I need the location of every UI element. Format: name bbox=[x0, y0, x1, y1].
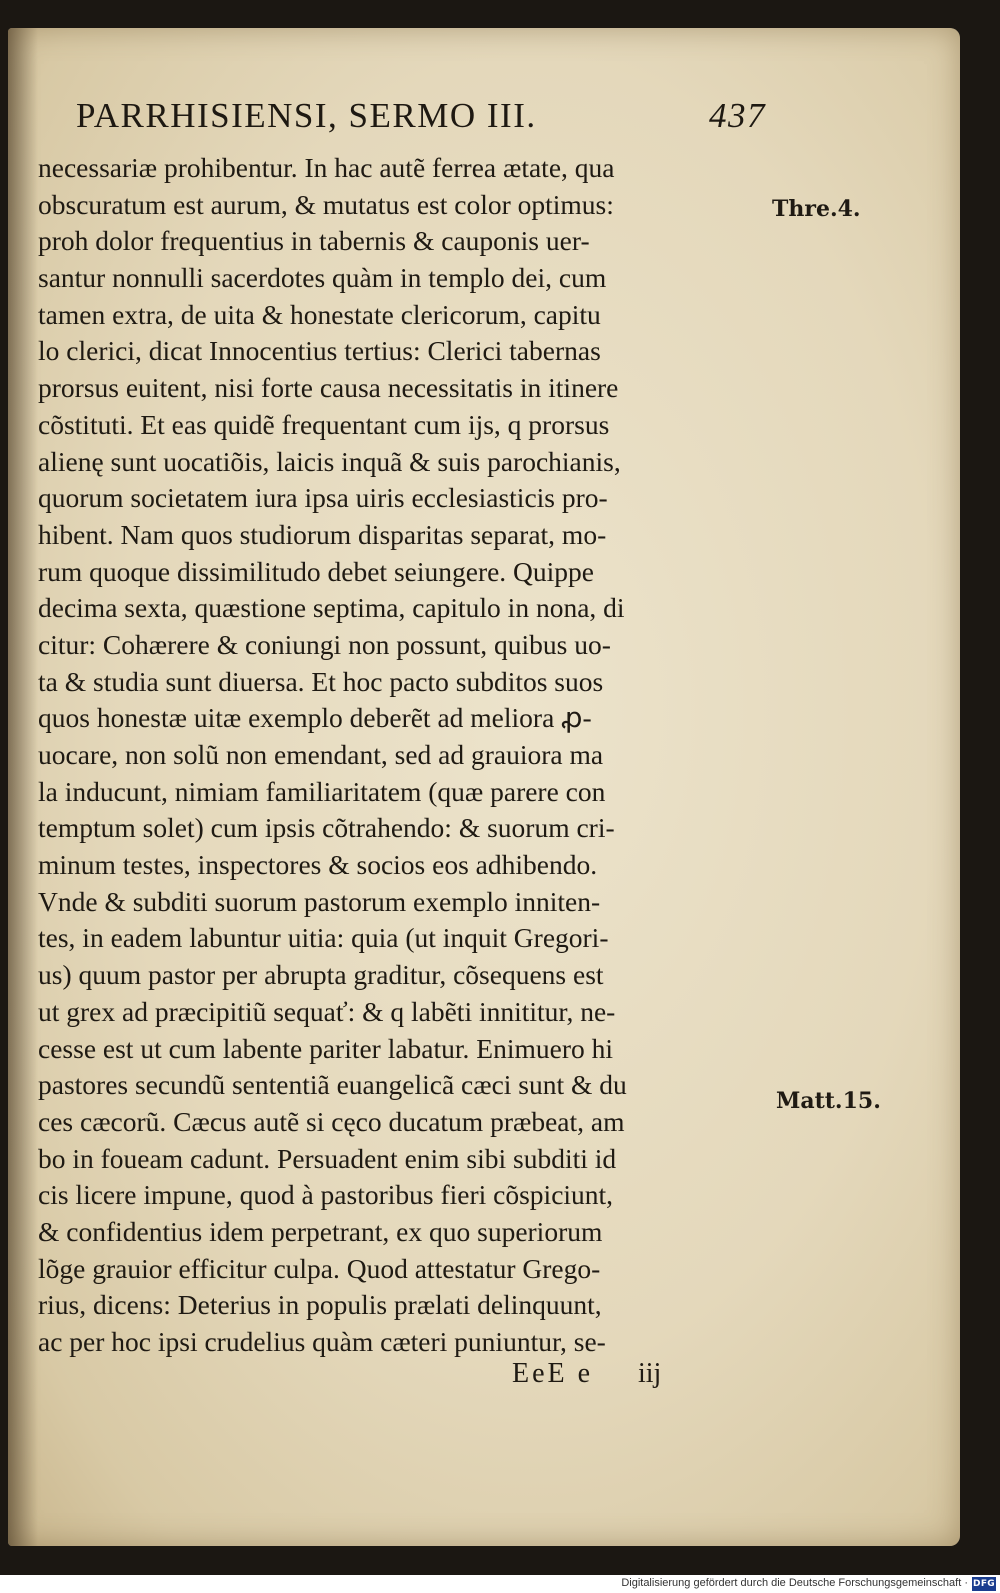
text-line: la inducunt, nimiam familiaritatem (quæ parere con bbox=[38, 775, 606, 807]
text-line: proh dolor frequentius in tabernis & cauponis uer- bbox=[38, 225, 590, 257]
text-line: cõstituti. Et eas quidẽ frequentant cum ijs, q prorsus bbox=[38, 408, 610, 440]
text-line: minum testes, inspectores & socios eos adhibendo. bbox=[38, 849, 598, 881]
text-line: ut grex ad præcipitiũ sequať: & q labẽti innititur, ne- bbox=[38, 995, 616, 1027]
text-line: temptum solet) cum ipsis cõtrahendo: & suorum cri- bbox=[38, 812, 615, 844]
text-line: lo clerici, dicat Innocentius tertius: Clerici tabernas bbox=[38, 335, 601, 367]
text-line: uocare, non solũ non emendant, sed ad grauiora ma bbox=[38, 739, 604, 770]
text-line: ces cæcorũ. Cæcus autẽ si cęco ducatum præbeat, am bbox=[38, 1105, 625, 1137]
text-line: obscuratum est aurum, & mutatus est color optimus: bbox=[38, 188, 614, 220]
signature-letters: EeE e bbox=[512, 1358, 594, 1389]
text-line: santur nonnulli sacerdotes quàm in templo dei, cum bbox=[38, 262, 607, 294]
dfg-logo: DFG bbox=[973, 1579, 995, 1589]
running-head-title: PARRHISIENSI, SERMO III. bbox=[76, 96, 537, 135]
text-line: rum quoque dissimilitudo debet seiungere. Quippe bbox=[38, 555, 595, 587]
text-line: us) quum pastor per abrupta graditur, cõsequens est bbox=[38, 959, 604, 991]
text-line: citur: Cohærere & coniungi non possunt, quibus uo- bbox=[38, 628, 611, 660]
text-line: bo in foueam cadunt. Persuadent enim sibi subditi id bbox=[38, 1142, 617, 1174]
text-line: ac per hoc ipsi crudelius quàm cæteri puniuntur, se- bbox=[38, 1326, 606, 1357]
margin-note-threni: Thre.4. bbox=[772, 196, 861, 222]
digitization-credit: Digitalisierung gefördert durch die Deutsche Forschungsgemeinschaft · bbox=[621, 1577, 968, 1589]
text-line: quos honestæ uitæ exemplo deberẽt ad meliora ꝓ- bbox=[38, 702, 592, 734]
signature-number: iij bbox=[638, 1358, 662, 1389]
text-line: hibent. Nam quos studiorum disparitas separat, mo- bbox=[38, 518, 607, 550]
text-line: & confidentius idem perpetrant, ex quo superiorum bbox=[38, 1215, 603, 1247]
text-line: rius, dicens: Deterius in populis prælati delinquunt, bbox=[38, 1289, 602, 1321]
text-line: decima sexta, quæstione septima, capitulo in nona, di bbox=[38, 592, 625, 624]
text-line: tamen extra, de uita & honestate clericorum, capitu bbox=[38, 298, 601, 330]
text-line: cis licere impune, quod à pastoribus fieri cõspiciunt, bbox=[38, 1179, 614, 1211]
text-line: tes, in eadem labuntur uitia: quia (ut inquit Gregori- bbox=[38, 922, 609, 954]
page-gutter-shadow bbox=[8, 28, 38, 1546]
text-line: necessariæ prohibentur. In hac autẽ ferrea ætate, qua bbox=[38, 152, 615, 183]
text-line: prorsus euitent, nisi forte causa necessitatis in itinere bbox=[38, 372, 619, 404]
text-line: alienę sunt uocatiõis, laicis inquã & suis parochianis, bbox=[38, 445, 621, 477]
body-text bbox=[38, 150, 768, 1361]
margin-note-matthaeus: Matt.15. bbox=[776, 1088, 881, 1114]
text-line: Vnde & subditi suorum pastorum exemplo inniten- bbox=[38, 885, 601, 917]
text-line: quorum societatem iura ipsa uiris ecclesiasticis pro- bbox=[38, 482, 608, 514]
text-line: ta & studia sunt diuersa. Et hoc pacto subditos suos bbox=[38, 665, 604, 697]
text-line: pastores secundũ sententiã euangelicã cæci sunt & du bbox=[38, 1069, 627, 1101]
page-number: 437 bbox=[709, 96, 766, 135]
text-line: lõge grauior efficitur culpa. Quod attestatur Grego- bbox=[38, 1252, 601, 1284]
text-line: cesse est ut cum labente pariter labatur. Enimuero hi bbox=[38, 1032, 614, 1064]
